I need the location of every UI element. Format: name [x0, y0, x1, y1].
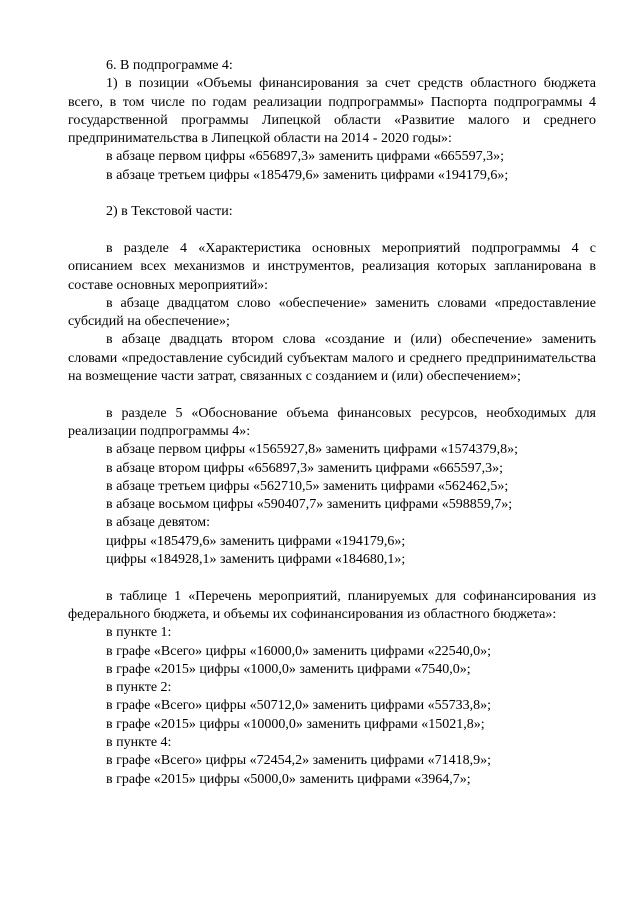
section-5-line: цифры «185479,6» заменить цифрами «194179,6»;: [106, 533, 406, 549]
section-5-line: в абзаце втором цифры «656897,3» заменить цифрами «665597,3»;: [106, 460, 503, 476]
section-5-line: в абзаце третьем цифры «562710,5» заменить цифрами «562462,5»;: [106, 478, 509, 494]
table-1-line: в графе «2015» цифры «1000,0» заменить цифрами «7540,0»;: [106, 661, 471, 677]
section-4-paragraph-22: в абзаце двадцать втором слова «создание и (или) обеспечение» заменить словами «предоставление субсидий субъектам малого и среднего предпринимательства на возмещение части затрат, связанных с созданием и (или) обеспечением»;: [68, 332, 596, 385]
section-4-paragraph-20: в абзаце двадцатом слово «обеспечение» заменить словами «предоставление субсидий на обеспечение»;: [68, 295, 596, 330]
section-4-intro: в разделе 4 «Характеристика основных мероприятий подпрограммы 4 с описанием всех механизмов и инструментов, реализация которых запланирована в составе основных мероприятий»:: [68, 240, 596, 293]
section-6-line-2: в абзаце третьем цифры «185479,6» заменить цифрами «194179,6»;: [106, 167, 509, 183]
table-1-line: в графе «Всего» цифры «72454,2» заменить цифрами «71418,9»;: [106, 753, 491, 769]
document-body: [68, 57, 596, 789]
section-5-line: в абзаце девятом:: [106, 515, 211, 531]
section-5-line: в абзаце восьмом цифры «590407,7» заменить цифрами «598859,7»;: [106, 497, 513, 513]
table-1-line: в пункте 2:: [106, 680, 172, 696]
section-6-line-1: в абзаце первом цифры «656897,3» заменить цифрами «665597,3»;: [106, 149, 504, 165]
table-1-line: в графе «2015» цифры «5000,0» заменить цифрами «3964,7»;: [106, 771, 471, 787]
section-5-line: в абзаце первом цифры «1565927,8» заменить цифрами «1574379,8»;: [106, 442, 518, 458]
spacer: [68, 569, 596, 587]
section-5-intro: в разделе 5 «Обоснование объема финансовых ресурсов, необходимых для реализации подпрограммы 4»:: [68, 405, 596, 439]
spacer: [68, 185, 596, 203]
table-1-line: в графе «2015» цифры «10000,0» заменить цифрами «15021,8»;: [106, 716, 485, 732]
table-1-line: в пункте 4:: [106, 734, 172, 750]
spacer: [68, 222, 596, 240]
section-6-heading: 6. В подпрограмме 4:: [106, 58, 233, 73]
table-1-line: в графе «Всего» цифры «50712,0» заменить цифрами «55733,8»;: [106, 698, 491, 714]
table-1-intro: в таблице 1 «Перечень мероприятий, планируемых для софинансирования из федерального бюджета, и объемы их софинансирования из областного бюджета»:: [68, 588, 596, 622]
section-6-item-1: 1) в позиции «Объемы финансирования за счет средств областного бюджета всего, в том числе по годам реализации подпрограммы» Паспорта подпрограммы 4 государственной программы Липецкой области «Развитие малого и среднего предпринимательства в Липецкой области на 2014 - 2020 годы»:: [68, 76, 596, 147]
item-2-heading: 2) в Текстовой части:: [106, 204, 233, 220]
section-5-line: цифры «184928,1» заменить цифрами «184680,1»;: [106, 552, 406, 568]
table-1-line: в пункте 1:: [106, 625, 172, 641]
table-1-line: в графе «Всего» цифры «16000,0» заменить цифрами «22540,0»;: [106, 643, 491, 659]
spacer: [68, 386, 596, 404]
